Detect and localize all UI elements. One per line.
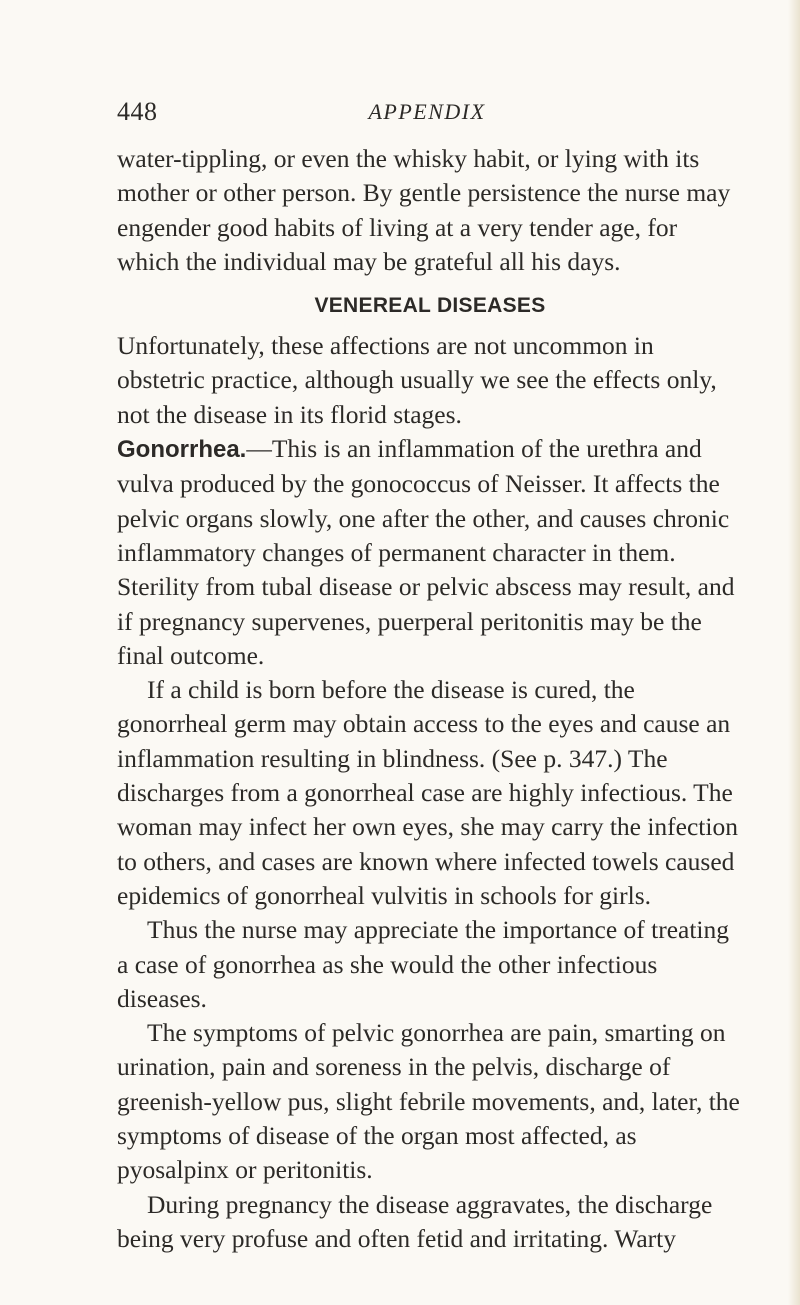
gonorrhea-heading: Gonorrhea. bbox=[117, 436, 247, 464]
page-body bbox=[117, 142, 743, 1256]
page-edge-shadow bbox=[788, 0, 800, 1305]
paragraph-intro: Unfortunately, these affections are not uncommon in obstetric practice, although usually we see the effects only, not the disease in its florid stages. bbox=[117, 331, 717, 429]
paragraph-gonorrhea bbox=[117, 432, 743, 673]
paragraph-continuation: water-tippling, or even the whisky habit, or lying with its mother or other person. By gentle persistence the nurse may engender good habits of living at a very tender age, for which the individual may be grateful all his days. bbox=[117, 144, 731, 276]
paragraph-symptoms: The symptoms of pelvic gonorrhea are pain, smarting on urination, pain and soreness in the pelvis, discharge of greenish-yellow pus, slight febrile movements, and, later, the symptoms of disease of the organ most affected, as pyosalpinx or peritonitis. bbox=[117, 1018, 740, 1185]
paragraph-child: If a child is born before the disease is cured, the gonorrheal germ may obtain access to the eyes and cause an inflammation resulting in blindness. (See p. 347.) The discharges from a gonorrheal case are highly infectious. The woman may infect her own eyes, she may carry the infection to others, and cases are known where infected towels caused epidemics of gonorrheal vulvitis in schools for girls. bbox=[117, 675, 738, 910]
running-head: APPENDIX bbox=[368, 99, 486, 124]
section-heading: VENEREAL DISEASES bbox=[314, 294, 546, 318]
page-header bbox=[117, 94, 717, 134]
paragraph-nurse: Thus the nurse may appreciate the importance of treating a case of gonorrhea as she would the other infectious diseases. bbox=[117, 915, 730, 1013]
gonorrhea-text: —This is an inflammation of the urethra and vulva produced by the gonococcus of Neisser. It affects the pelvic organs slowly, one after the other, and causes chronic inflammatory changes of permanent character in them. Sterility from tubal disease or pelvic abscess may result, and if pregnancy supervenes, puerperal peritonitis may be the final outcome. bbox=[117, 434, 735, 670]
page-number: 448 bbox=[117, 97, 158, 126]
paragraph-pregnancy: During pregnancy the disease aggravates, the discharge being very profuse and often fetid and irritating. Warty bbox=[117, 1189, 713, 1253]
